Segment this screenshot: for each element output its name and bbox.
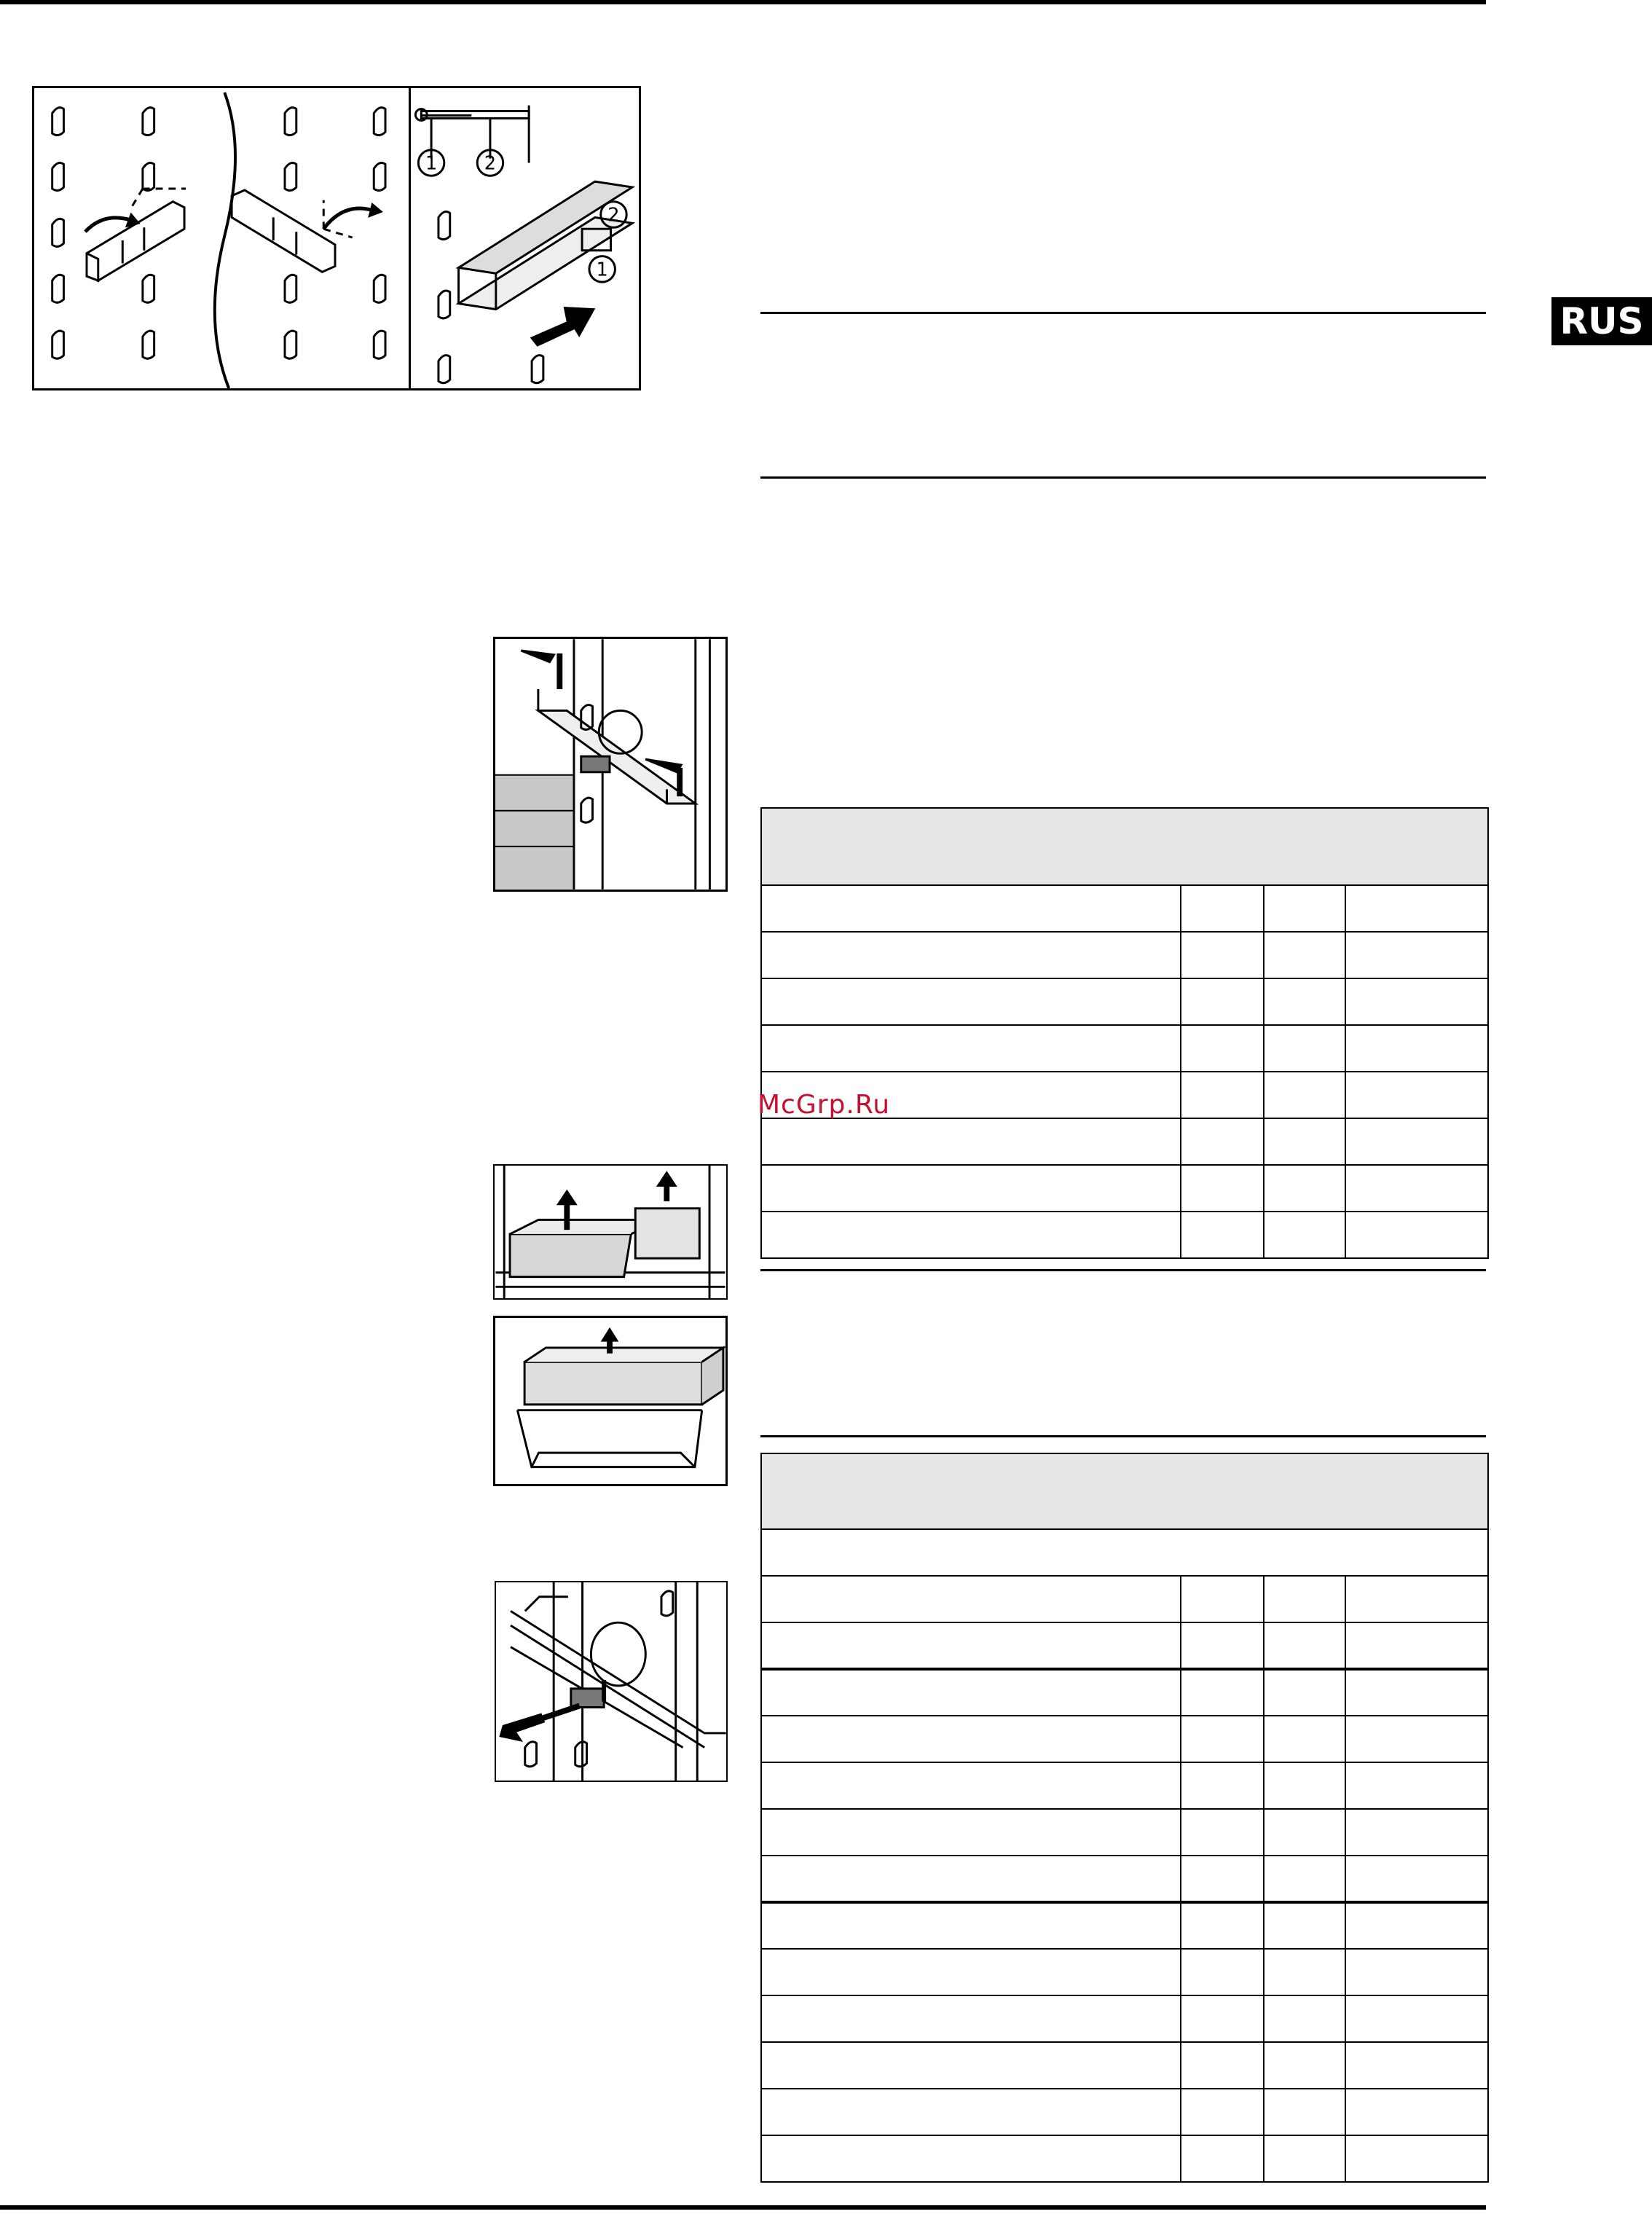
t1-r6-c4 — [1345, 1118, 1488, 1165]
t2-r5-c2 — [1181, 1762, 1264, 1809]
t2-r4-c3 — [1264, 1716, 1345, 1762]
t1-r1-c2 — [1181, 885, 1264, 932]
t2-r12-c1 — [761, 2089, 1181, 2135]
t1-r4-c3 — [1264, 1025, 1345, 1072]
t2-r6-c2 — [1181, 1809, 1264, 1856]
table-2-header — [761, 1453, 1488, 1529]
t2-r10-c3 — [1264, 1995, 1345, 2042]
t1-r4-c4 — [1345, 1025, 1488, 1072]
figure-bottle-holder-slide — [495, 1581, 728, 1782]
t1-r7-c2 — [1181, 1165, 1264, 1212]
t2-r7-c4 — [1345, 1856, 1488, 1902]
t2-r7-c3 — [1264, 1856, 1345, 1902]
shelf-support-illustration — [34, 88, 639, 388]
top-rule — [0, 0, 1486, 4]
t1-r3-c1 — [761, 978, 1181, 1025]
figure-container-lift — [493, 1164, 728, 1300]
t2-r3-c2 — [1181, 1669, 1264, 1716]
t1-r7-c1 — [761, 1165, 1181, 1212]
table-1 — [760, 807, 1489, 1259]
t2-r2-c1 — [761, 1622, 1181, 1669]
figure-door-rack-removal — [493, 637, 728, 892]
t1-r3-c4 — [1345, 978, 1488, 1025]
bottom-rule — [0, 2205, 1486, 2210]
t2-r9-c1 — [761, 1949, 1181, 1995]
table-1-header — [761, 808, 1488, 885]
t2-r11-c1 — [761, 2042, 1181, 2089]
t1-r8-c1 — [761, 1212, 1181, 1258]
table-2-subheader — [761, 1529, 1488, 1576]
t2-r8-c2 — [1181, 1902, 1264, 1949]
t1-r3-c2 — [1181, 978, 1264, 1025]
t2-r9-c2 — [1181, 1949, 1264, 1995]
t1-r8-c3 — [1264, 1212, 1345, 1258]
t2-r6-c1 — [761, 1809, 1181, 1856]
figure-shelf-support-clips — [32, 86, 641, 390]
t1-r2-c4 — [1345, 932, 1488, 978]
callout-label-2b: 2 — [607, 204, 620, 227]
watermark: McGrp.Ru — [758, 1090, 891, 1120]
rail-slots-left — [52, 108, 154, 359]
t1-r2-c1 — [761, 932, 1181, 978]
t1-r6-c2 — [1181, 1118, 1264, 1165]
t2-r8-c3 — [1264, 1902, 1345, 1949]
t1-r5-c2 — [1181, 1072, 1264, 1118]
t1-r2-c2 — [1181, 932, 1264, 978]
t2-r4-c4 — [1345, 1716, 1488, 1762]
t2-r8-c4 — [1345, 1902, 1488, 1949]
t2-r10-c2 — [1181, 1995, 1264, 2042]
t1-r8-c4 — [1345, 1212, 1488, 1258]
t2-r2-c2 — [1181, 1622, 1264, 1669]
t2-r4-c2 — [1181, 1716, 1264, 1762]
t2-r13-c4 — [1345, 2135, 1488, 2182]
bottle-holder-illustration — [496, 1582, 726, 1781]
t2-r2-c4 — [1345, 1622, 1488, 1669]
t1-r3-c3 — [1264, 978, 1345, 1025]
section-rule-3 — [760, 1269, 1486, 1271]
t1-r1-c3 — [1264, 885, 1345, 932]
section-rule-1 — [760, 312, 1486, 314]
t2-r3-c1 — [761, 1669, 1181, 1716]
t2-r7-c1 — [761, 1856, 1181, 1902]
t2-r5-c4 — [1345, 1762, 1488, 1809]
t2-r11-c3 — [1264, 2042, 1345, 2089]
t2-r13-c1 — [761, 2135, 1181, 2182]
t2-r12-c3 — [1264, 2089, 1345, 2135]
t2-r6-c4 — [1345, 1809, 1488, 1856]
t2-r1-c4 — [1345, 1576, 1488, 1622]
callout-label-1a: 1 — [425, 152, 438, 175]
t2-r11-c4 — [1345, 2042, 1488, 2089]
t2-r9-c4 — [1345, 1949, 1488, 1995]
t1-r7-c3 — [1264, 1165, 1345, 1212]
language-badge: RUS — [1551, 297, 1652, 345]
t2-r1-c3 — [1264, 1576, 1345, 1622]
table-2 — [760, 1453, 1489, 2183]
t2-r13-c3 — [1264, 2135, 1345, 2182]
t2-r11-c2 — [1181, 2042, 1264, 2089]
door-rack-illustration — [495, 639, 725, 890]
t1-r5-c3 — [1264, 1072, 1345, 1118]
callout-label-1b: 1 — [596, 259, 608, 281]
t1-r1-c4 — [1345, 885, 1488, 932]
t2-r4-c1 — [761, 1716, 1181, 1762]
callout-label-2a: 2 — [484, 152, 497, 175]
t2-r1-c2 — [1181, 1576, 1264, 1622]
figure-door-shelf-lift — [493, 1316, 728, 1486]
t2-r10-c1 — [761, 1995, 1181, 2042]
t2-r5-c3 — [1264, 1762, 1345, 1809]
t2-r3-c4 — [1345, 1669, 1488, 1716]
t1-r7-c4 — [1345, 1165, 1488, 1212]
door-shelf-illustration — [495, 1318, 725, 1484]
t1-r6-c1 — [761, 1118, 1181, 1165]
section-rule-2 — [760, 476, 1486, 479]
t2-r5-c1 — [761, 1762, 1181, 1809]
t2-r7-c2 — [1181, 1856, 1264, 1902]
t2-r13-c2 — [1181, 2135, 1264, 2182]
t1-r6-c3 — [1264, 1118, 1345, 1165]
t1-r2-c3 — [1264, 932, 1345, 978]
t2-r12-c4 — [1345, 2089, 1488, 2135]
t2-r6-c3 — [1264, 1809, 1345, 1856]
container-lift-illustration — [495, 1166, 726, 1298]
section-rule-4 — [760, 1435, 1486, 1437]
t1-r1-c1 — [761, 885, 1181, 932]
t1-r5-c4 — [1345, 1072, 1488, 1118]
t1-r4-c1 — [761, 1025, 1181, 1072]
t2-r8-c1 — [761, 1902, 1181, 1949]
t2-r1-c1 — [761, 1576, 1181, 1622]
t2-r12-c2 — [1181, 2089, 1264, 2135]
t2-r2-c3 — [1264, 1622, 1345, 1669]
t2-r3-c3 — [1264, 1669, 1345, 1716]
t2-r10-c4 — [1345, 1995, 1488, 2042]
t2-r9-c3 — [1264, 1949, 1345, 1995]
t1-r4-c2 — [1181, 1025, 1264, 1072]
t1-r8-c2 — [1181, 1212, 1264, 1258]
